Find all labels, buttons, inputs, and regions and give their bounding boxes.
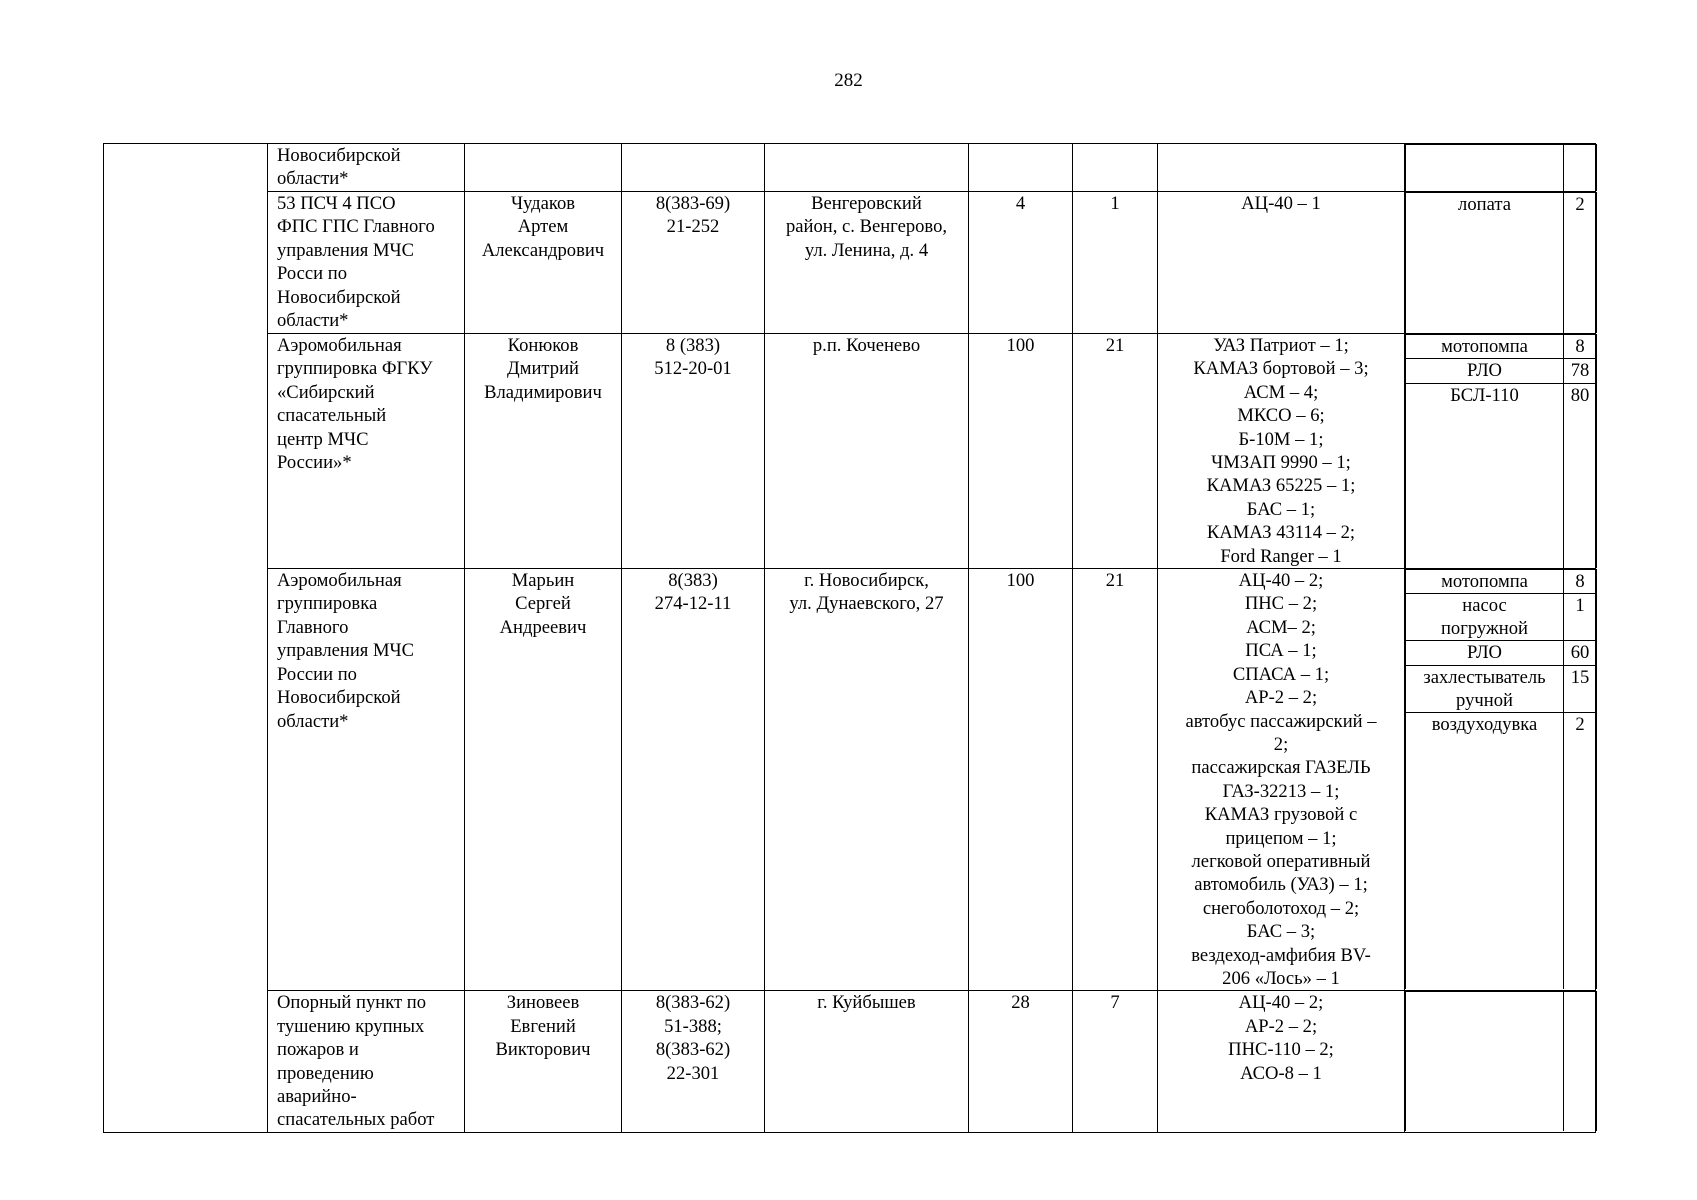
vehicle-line: ГАЗ-32213 – 1; [1222, 780, 1340, 802]
vehicle-line: МКСО – 6; [1237, 405, 1325, 427]
equipment-row [1406, 193, 1597, 334]
address-line: ул. Ленина, д. 4 [804, 239, 929, 261]
organization-line: тушению крупных [277, 1015, 425, 1037]
personnel-count-cell: 4 [969, 192, 1073, 334]
equipment-name: лопата [1406, 193, 1564, 334]
organization-line: пожаров и [277, 1039, 359, 1061]
equipment-row [1406, 570, 1597, 594]
vehicle-line: АСМ – 4; [1243, 381, 1319, 403]
person-cell [465, 991, 622, 1132]
equipment-qty: 8 [1564, 335, 1597, 359]
table-row [104, 334, 1596, 569]
vehicle-line: 206 «Лось» – 1 [1222, 967, 1340, 989]
equipment-qty: 8 [1564, 570, 1597, 594]
personnel-count-cell: 28 [969, 991, 1073, 1132]
vehicle-line: АСМ– 2; [1246, 616, 1316, 638]
units-count-cell: 21 [1073, 569, 1158, 991]
equipment-row [1406, 665, 1597, 712]
address-line: г. Новосибирск, [804, 570, 929, 592]
organization-line: «Сибирский [277, 381, 375, 403]
units-count-cell [1073, 144, 1158, 192]
vehicle-line: УАЗ Патриот – 1; [1213, 335, 1349, 356]
equipment-qty: 1 [1564, 594, 1597, 641]
address-line: р.п. Коченево [812, 335, 921, 356]
vehicle-line: АСО-8 – 1 [1240, 1062, 1322, 1084]
equipment-name [1406, 992, 1564, 1132]
person-line: Дмитрий [507, 358, 579, 380]
vehicles-cell [1158, 991, 1405, 1132]
person-line: Евгений [510, 1015, 576, 1037]
equipment-qty [1564, 145, 1597, 192]
table-row [104, 144, 1596, 192]
phone-cell [622, 334, 765, 569]
blank-cell [104, 144, 268, 192]
person-line: Зиновеев [506, 992, 580, 1014]
equipment-qty: 60 [1564, 641, 1597, 665]
vehicle-line: ПНС – 2; [1244, 593, 1318, 615]
organization-line: Новосибирской [277, 145, 401, 166]
units-count-cell: 1 [1073, 192, 1158, 334]
person-cell [465, 192, 622, 334]
blank-cell [104, 334, 268, 569]
phone-cell [622, 144, 765, 192]
address-line: район, с. Венгерово, [785, 216, 948, 238]
equipment-name: РЛО [1406, 641, 1564, 665]
units-count-cell: 7 [1073, 991, 1158, 1132]
equipment-cell [1405, 569, 1596, 991]
phone-line: 8(383) [668, 570, 718, 592]
equipment-cell [1405, 991, 1596, 1132]
equipment-row [1406, 641, 1597, 665]
person-cell [465, 334, 622, 569]
equipment-cell [1405, 334, 1596, 569]
organization-line: группировка ФГКУ [277, 358, 433, 380]
person-line: Сергей [515, 593, 571, 615]
organization-line: управления МЧС [277, 640, 414, 662]
equipment-name: насос погружной [1406, 594, 1564, 641]
organization-line: 53 ПСЧ 4 ПСО [277, 193, 396, 214]
equipment-cell [1405, 192, 1596, 334]
blank-cell [104, 192, 268, 334]
equipment-name: воздуходувка [1406, 712, 1564, 989]
page-number: 282 [834, 70, 863, 91]
phone-cell [622, 569, 765, 991]
vehicle-line: снегоболотоход – 2; [1202, 897, 1360, 919]
vehicle-line: БАС – 3; [1246, 921, 1316, 943]
vehicle-line: легковой оперативный [1191, 850, 1371, 872]
person-line: Викторович [495, 1039, 591, 1061]
person-line: Владимирович [484, 381, 602, 403]
organization-line: области* [277, 168, 349, 190]
vehicle-line: ЧМЗАП 9990 – 1; [1211, 452, 1351, 474]
organization-line: Аэромобильная [277, 570, 402, 592]
person-cell [465, 144, 622, 192]
phone-line: 8(383-62) [655, 1039, 731, 1061]
organization-line: ФПС ГПС Главного [277, 216, 435, 238]
organization-line: области* [277, 710, 349, 732]
equipment-qty: 2 [1564, 712, 1597, 989]
organization-line: Росси по [277, 263, 347, 285]
vehicle-line: КАМАЗ 65225 – 1; [1206, 475, 1356, 497]
phone-line: 8 (383) [665, 335, 721, 356]
table-row [104, 991, 1596, 1132]
vehicle-line: КАМАЗ грузовой с [1204, 804, 1358, 826]
vehicle-line: АР-2 – 2; [1244, 687, 1318, 709]
vehicle-line: АЦ-40 – 1 [1241, 193, 1321, 214]
equipment-cell [1405, 144, 1596, 192]
person-line: Александрович [481, 239, 605, 261]
organization-line: Главного [277, 616, 349, 638]
phone-line: 8(383-62) [655, 992, 731, 1014]
equipment-row [1406, 383, 1597, 568]
address-cell [765, 569, 969, 991]
vehicle-line: КАМАЗ бортовой – 3; [1193, 358, 1369, 380]
organization-line: России»* [277, 452, 352, 474]
vehicle-line: Ford Ranger – 1 [1220, 545, 1342, 567]
equipment-name: захлестыватель ручной [1406, 665, 1564, 712]
organization-line: России по [277, 663, 357, 685]
organization-line: Опорный пункт по [277, 992, 427, 1014]
equipment-name: мотопомпа [1406, 335, 1564, 359]
vehicle-line: автобус пассажирский – [1185, 710, 1377, 732]
organization-cell [268, 569, 465, 991]
vehicles-cell [1158, 334, 1405, 569]
equipment-qty: 80 [1564, 383, 1597, 568]
phone-line: 51-388; [664, 1015, 722, 1037]
organization-line: Аэромобильная [277, 335, 402, 356]
vehicle-line: СПАСА – 1; [1232, 663, 1330, 685]
phone-line: 22-301 [666, 1062, 720, 1084]
vehicle-line: пассажирская ГАЗЕЛЬ [1191, 757, 1371, 779]
vehicle-line: АЦ-40 – 2; [1238, 992, 1324, 1014]
vehicle-line: ПНС-110 – 2; [1228, 1039, 1334, 1061]
equipment-table [1405, 192, 1597, 333]
equipment-qty: 15 [1564, 665, 1597, 712]
vehicle-line: КАМАЗ 43114 – 2; [1206, 522, 1356, 544]
organization-cell [268, 192, 465, 334]
equipment-name: мотопомпа [1406, 570, 1564, 594]
vehicle-line: ПСА – 1; [1245, 640, 1317, 662]
blank-cell [104, 569, 268, 991]
address-line: ул. Дунаевского, 27 [789, 593, 944, 615]
address-cell [765, 144, 969, 192]
organization-line: Новосибирской [277, 687, 401, 709]
personnel-count-cell [969, 144, 1073, 192]
person-line: Чудаков [510, 193, 576, 214]
units-count-cell: 21 [1073, 334, 1158, 569]
vehicles-cell [1158, 144, 1405, 192]
organization-cell [268, 991, 465, 1132]
organization-line: проведению [277, 1062, 374, 1084]
equipment-table [1405, 334, 1597, 568]
person-line: Марьин [511, 570, 575, 592]
equipment-table [1405, 991, 1597, 1131]
person-line: Андреевич [499, 616, 587, 638]
organization-line: области* [277, 310, 349, 332]
equipment-qty: 78 [1564, 359, 1597, 383]
organization-cell [268, 334, 465, 569]
vehicles-cell [1158, 192, 1405, 334]
organization-line: Новосибирской [277, 286, 401, 308]
vehicle-line: прицепом – 1; [1225, 827, 1337, 849]
equipment-name: БСЛ-110 [1406, 383, 1564, 568]
personnel-count-cell: 100 [969, 334, 1073, 569]
address-cell [765, 334, 969, 569]
blank-cell [104, 991, 268, 1132]
equipment-row [1406, 712, 1597, 989]
address-line: г. Куйбышев [817, 992, 916, 1014]
equipment-row [1406, 145, 1597, 192]
phone-cell [622, 991, 765, 1132]
table-row [104, 569, 1596, 991]
organization-line: спасательных работ [277, 1109, 435, 1131]
organization-line: центр МЧС [277, 428, 369, 450]
equipment-row [1406, 359, 1597, 383]
equipment-table [1405, 144, 1597, 191]
phone-cell [622, 192, 765, 334]
address-cell [765, 991, 969, 1132]
phone-line: 21-252 [666, 216, 720, 238]
organization-line: аварийно- [277, 1086, 357, 1107]
organization-line: управления МЧС [277, 239, 414, 261]
equipment-name: РЛО [1406, 359, 1564, 383]
vehicle-line: вездеход-амфибия BV- [1191, 944, 1371, 966]
equipment-row [1406, 992, 1597, 1132]
organization-cell [268, 144, 465, 192]
phone-line: 274-12-11 [654, 593, 732, 615]
vehicle-line: Б-10М – 1; [1238, 428, 1324, 450]
vehicle-line: 2; [1273, 733, 1289, 755]
phone-line: 512-20-01 [654, 358, 732, 380]
equipment-qty [1564, 992, 1597, 1132]
vehicle-line: автомобиль (УАЗ) – 1; [1194, 874, 1368, 896]
equipment-qty: 2 [1564, 193, 1597, 334]
person-line: Артем [517, 216, 569, 238]
vehicles-cell [1158, 569, 1405, 991]
personnel-count-cell: 100 [969, 569, 1073, 991]
address-cell [765, 192, 969, 334]
vehicle-line: АЦ-40 – 2; [1238, 570, 1324, 592]
organization-line: спасательный [277, 405, 387, 427]
address-line: Венгеровский [811, 193, 922, 214]
equipment-row [1406, 335, 1597, 359]
resources-table [103, 143, 1596, 1133]
equipment-name [1406, 145, 1564, 192]
person-line: Конюков [507, 335, 579, 356]
vehicle-line: БАС – 1; [1246, 498, 1316, 520]
person-cell [465, 569, 622, 991]
equipment-row [1406, 594, 1597, 641]
organization-line: группировка [277, 593, 378, 615]
table-row [104, 192, 1596, 334]
equipment-table [1405, 569, 1597, 989]
phone-line: 8(383-69) [655, 193, 731, 214]
vehicle-line: АР-2 – 2; [1244, 1015, 1318, 1037]
